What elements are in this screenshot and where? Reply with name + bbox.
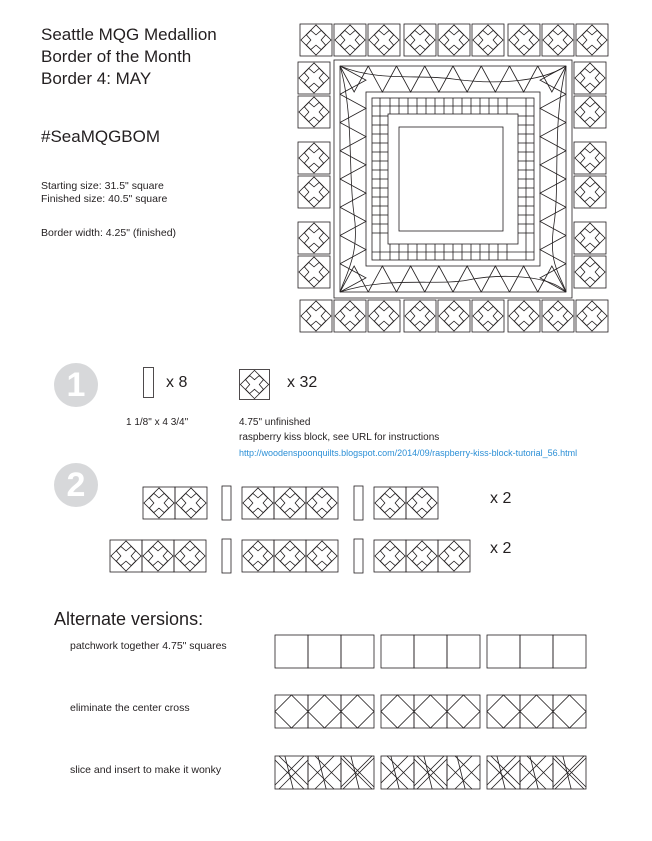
strip-rect-icon bbox=[143, 367, 155, 399]
diamond-block bbox=[381, 695, 414, 728]
block-size: 4.75" unfinished bbox=[239, 417, 311, 428]
wonky-block bbox=[553, 756, 586, 789]
kiss-block bbox=[404, 24, 436, 56]
wonky-block bbox=[414, 756, 447, 789]
diamond-block bbox=[553, 695, 586, 728]
assembly-row-2 bbox=[108, 537, 478, 577]
wonky-block bbox=[381, 756, 414, 789]
kiss-block bbox=[508, 300, 540, 332]
kiss-block-icon bbox=[239, 369, 271, 401]
diamond-block bbox=[447, 695, 480, 728]
hashtag: #SeaMQGBOM bbox=[41, 127, 161, 146]
kiss-block bbox=[508, 24, 540, 56]
kiss-block bbox=[368, 24, 400, 56]
alternate-versions-heading: Alternate versions: bbox=[54, 609, 204, 629]
kiss-block bbox=[574, 62, 606, 94]
kiss-block bbox=[406, 487, 438, 519]
kiss-block bbox=[574, 256, 606, 288]
ladder-border bbox=[372, 98, 534, 260]
size-info bbox=[41, 180, 167, 206]
finished-size: Finished size: 40.5" square bbox=[41, 193, 168, 205]
plain-square bbox=[308, 635, 341, 668]
kiss-block bbox=[298, 96, 330, 128]
plain-square bbox=[341, 635, 374, 668]
alt-no-cross-diagram bbox=[274, 694, 589, 728]
plain-square bbox=[487, 635, 520, 668]
kiss-block bbox=[298, 256, 330, 288]
wonky-block bbox=[308, 756, 341, 789]
alt-wonky-label: slice and insert to make it wonky bbox=[70, 764, 222, 776]
kiss-block bbox=[334, 24, 366, 56]
kiss-block bbox=[242, 487, 274, 519]
raspberry-kiss-border bbox=[298, 24, 608, 332]
plain-square bbox=[520, 635, 553, 668]
document-title bbox=[41, 24, 217, 90]
inner-border-frame bbox=[366, 92, 540, 266]
kiss-block bbox=[240, 370, 270, 400]
ladder-border-outer bbox=[372, 98, 534, 260]
kiss-block bbox=[576, 24, 608, 56]
wonky-block bbox=[487, 756, 520, 789]
starting-size: Starting size: 31.5" square bbox=[41, 180, 164, 192]
alt-patchwork-diagram bbox=[274, 634, 589, 668]
wonky-block bbox=[520, 756, 553, 789]
row-1-multiplier: x 2 bbox=[490, 490, 512, 507]
diamond-block bbox=[520, 695, 553, 728]
tutorial-link[interactable]: http://woodenspoonquilts.blogspot.com/2014/09/raspberry-kiss-block-tutorial_56.html bbox=[239, 448, 578, 458]
kiss-block bbox=[300, 24, 332, 56]
kiss-block bbox=[175, 487, 207, 519]
plain-square bbox=[275, 635, 308, 668]
title-line-1: Seattle MQG Medallion bbox=[41, 25, 217, 44]
kiss-block bbox=[574, 176, 606, 208]
kiss-block bbox=[406, 540, 438, 572]
kiss-block bbox=[274, 540, 306, 572]
strip bbox=[222, 539, 231, 573]
diamond-block bbox=[308, 695, 341, 728]
kiss-block bbox=[143, 487, 175, 519]
alt-no-cross-label: eliminate the center cross bbox=[70, 702, 190, 714]
kiss-block bbox=[574, 222, 606, 254]
block-multiplier: x 32 bbox=[287, 374, 318, 391]
kiss-block bbox=[298, 176, 330, 208]
kiss-block bbox=[374, 540, 406, 572]
strip bbox=[354, 539, 363, 573]
row-2-multiplier: x 2 bbox=[490, 540, 512, 557]
quilt-outer-frame bbox=[334, 60, 572, 298]
diamond-block bbox=[487, 695, 520, 728]
title-line-3: Border 4: MAY bbox=[41, 69, 152, 88]
assembly-row-1 bbox=[140, 484, 450, 524]
plain-square bbox=[381, 635, 414, 668]
kiss-block bbox=[300, 300, 332, 332]
strip bbox=[354, 486, 363, 520]
kiss-block bbox=[298, 62, 330, 94]
ladder-border-inner bbox=[388, 114, 518, 244]
strip bbox=[222, 486, 231, 520]
block-description: raspberry kiss block, see URL for instructions bbox=[239, 432, 440, 443]
diamond-block bbox=[275, 695, 308, 728]
title-line-2: Border of the Month bbox=[41, 47, 192, 66]
kiss-block bbox=[298, 142, 330, 174]
border-width: Border width: 4.25" (finished) bbox=[41, 227, 177, 239]
kiss-block bbox=[438, 300, 470, 332]
rect-multiplier: x 8 bbox=[166, 374, 188, 391]
kiss-block bbox=[368, 300, 400, 332]
kiss-block bbox=[110, 540, 142, 572]
kiss-block bbox=[174, 540, 206, 572]
kiss-block bbox=[374, 487, 406, 519]
kiss-block bbox=[274, 487, 306, 519]
kiss-block bbox=[438, 540, 470, 572]
kiss-block bbox=[472, 300, 504, 332]
kiss-block bbox=[306, 540, 338, 572]
wonky-block bbox=[341, 756, 374, 789]
kiss-block bbox=[542, 24, 574, 56]
kiss-block bbox=[334, 300, 366, 332]
center-square bbox=[399, 127, 503, 231]
alt-wonky-diagram bbox=[274, 755, 589, 789]
kiss-block bbox=[404, 300, 436, 332]
diamond-block bbox=[341, 695, 374, 728]
kiss-block bbox=[542, 300, 574, 332]
kiss-block bbox=[576, 300, 608, 332]
step-1-badge: 1 bbox=[54, 363, 98, 407]
plain-square bbox=[414, 635, 447, 668]
wonky-block bbox=[447, 756, 480, 789]
kiss-block bbox=[438, 24, 470, 56]
step-2-badge: 2 bbox=[54, 463, 98, 507]
wonky-block bbox=[275, 756, 308, 789]
diamond-block bbox=[414, 695, 447, 728]
kiss-block bbox=[298, 222, 330, 254]
kiss-block bbox=[472, 24, 504, 56]
kiss-block bbox=[574, 96, 606, 128]
quilt-diagram bbox=[298, 24, 608, 334]
plain-square bbox=[447, 635, 480, 668]
kiss-block bbox=[306, 487, 338, 519]
alt-patchwork-label: patchwork together 4.75" squares bbox=[70, 640, 227, 652]
plain-square bbox=[553, 635, 586, 668]
kiss-block bbox=[242, 540, 274, 572]
kiss-block bbox=[142, 540, 174, 572]
rect-size: 1 1/8" x 4 3/4" bbox=[126, 417, 189, 428]
kiss-block bbox=[574, 142, 606, 174]
